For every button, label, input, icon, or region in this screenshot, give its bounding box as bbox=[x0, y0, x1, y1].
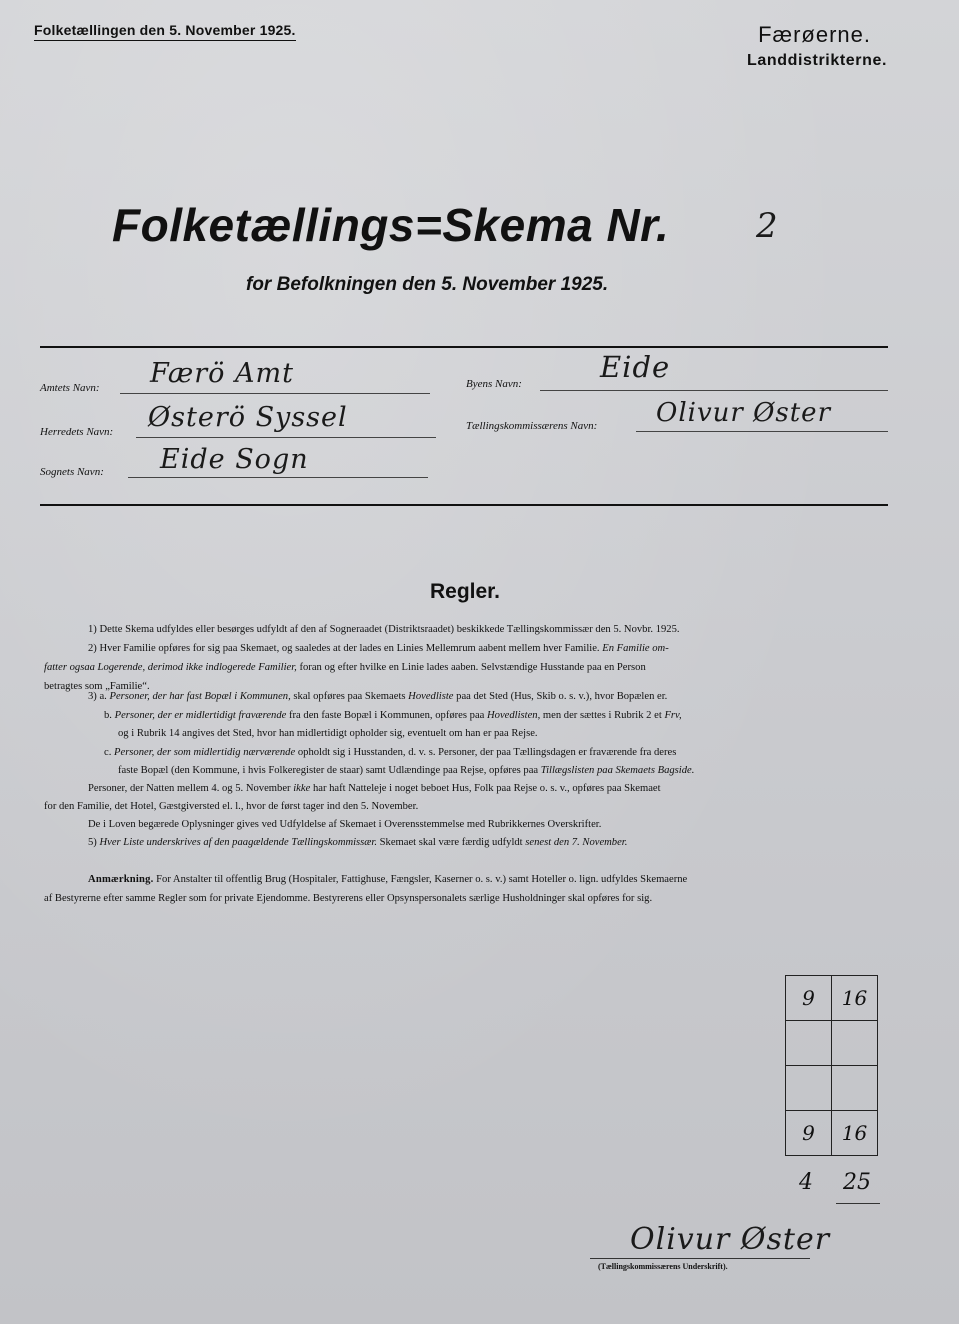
rule-3c-line-2 bbox=[118, 761, 694, 780]
amt-line bbox=[120, 393, 430, 394]
rule-6-italic: Hver Liste underskrives af den paagældende Tællingskommissær. bbox=[99, 837, 377, 848]
rule-1: 1) Dette Skema udfyldes eller besørges udfyldt af den af Sogneraadet (Distriktsraadet) beskikkede Tællingskommissær den 5. Novbr. 1925. bbox=[88, 624, 680, 635]
amt-label: Amtets Navn: bbox=[40, 382, 100, 394]
count-cell: 9 bbox=[786, 1111, 832, 1156]
rule-2-text-2: foran og efter hvilke en Linie lades aaben. Selvstændige Husstande paa en Person bbox=[299, 662, 646, 673]
count-cell bbox=[786, 1066, 832, 1111]
count-cell bbox=[832, 1066, 878, 1111]
sogn-label: Sognets Navn: bbox=[40, 466, 104, 478]
rules-heading: Regler. bbox=[429, 580, 501, 603]
rule-6-italic-2: senest den 7. November. bbox=[525, 837, 628, 848]
herred-line bbox=[136, 437, 436, 438]
rule-5: De i Loven begærede Oplysninger gives ved Udfyldelse af Skemaet i Overensstemmelse med Rubrikkernes Overskrifter. bbox=[88, 819, 602, 830]
rule-3c-line-2-text: faste Bopæl (den Kommune, i hvis Folkeregister de staar) samt Udlændinge paa Rejse, opføres paa bbox=[118, 765, 539, 776]
remark-label: Anmærkning. bbox=[88, 874, 154, 885]
rule-3b-line-2: og i Rubrik 14 angives det Sted, hvor han midlertidigt opholder sig, eventuelt om han er paa Rejse. bbox=[118, 728, 538, 739]
rule-3b bbox=[104, 706, 682, 725]
kommissaer-value: Olivur Øster bbox=[656, 398, 831, 428]
rule-2-line-3: betragtes som „Familie“. bbox=[44, 681, 150, 692]
rule-3a-mid: skal opføres paa Skemaets bbox=[293, 691, 406, 702]
count-total-underline bbox=[836, 1203, 880, 1204]
rule-3b-marker: b. bbox=[104, 710, 112, 721]
remark-text-1: For Anstalter til offentlig Brug (Hospitaler, Fattighuse, Fængsler, Kaserner o. s. v.) samt Hoteller o. lign. udfyldes Skemaerne bbox=[156, 874, 688, 885]
remark-line-2: af Bestyrerne efter samme Regler som for private Ejendomme. Bestyrerens eller Opsynspersonalets særlige Husholdninger skal opføres for sig. bbox=[44, 893, 653, 904]
rule-3a-post: paa det Sted (Hus, Skib o. s. v.), hvor Bopælen er. bbox=[456, 691, 668, 702]
rule-3b-italic-2: Hovedlisten, bbox=[487, 710, 541, 721]
rule-4-text-2: har haft Natteleje i noget beboet Hus, Folk paa Rejse o. s. v., opføres paa Skemaet bbox=[312, 783, 661, 794]
rule-3c-italic-2: Tillægslisten paa Skemaets Bagside. bbox=[540, 765, 695, 776]
rule-6 bbox=[88, 833, 627, 852]
sogn-value: Eide Sogn bbox=[160, 444, 309, 475]
count-table bbox=[785, 975, 878, 1156]
count-cell bbox=[786, 1021, 832, 1066]
rule-3c-italic: Personer, der som midlertidig nærværende bbox=[114, 747, 296, 758]
rule-3b-mid: fra den faste Bopæl i Kommunen, opføres paa bbox=[289, 710, 485, 721]
by-line bbox=[540, 390, 888, 391]
count-total-row bbox=[785, 1164, 879, 1206]
count-row bbox=[786, 976, 878, 1021]
count-cell: 16 bbox=[832, 976, 878, 1021]
herred-value: Østerö Syssel bbox=[148, 402, 348, 433]
rule-2-line-1 bbox=[88, 639, 669, 658]
herred-label: Herredets Navn: bbox=[40, 426, 114, 438]
fields-bottom-rule bbox=[40, 504, 888, 506]
form-number-handwritten: 2 bbox=[756, 206, 778, 246]
count-cell: 16 bbox=[832, 1111, 878, 1156]
rule-4-italic: ikke bbox=[293, 783, 311, 794]
rule-3a-marker: 3) a. bbox=[88, 691, 107, 702]
top-rule bbox=[40, 346, 888, 348]
rule-3c-post: opholdt sig i Husstanden, d. v. s. Personer, der paa Tællingsdagen er fraværende fra deres bbox=[297, 747, 677, 758]
rule-4-line-2: for den Familie, det Hotel, Gæstgiversted el. l., hvor de først tager ind den 5. November. bbox=[44, 801, 419, 812]
remark-line-1 bbox=[88, 870, 687, 890]
region-label: Færøerne. bbox=[758, 22, 871, 47]
signature-handwritten: Olivur Øster bbox=[630, 1222, 831, 1257]
count-row bbox=[786, 1021, 878, 1066]
form-title: Folketællings=Skema Nr. bbox=[112, 199, 670, 251]
rule-6-marker: 5) bbox=[88, 837, 97, 848]
by-label: Byens Navn: bbox=[466, 378, 522, 390]
by-value: Eide bbox=[600, 350, 671, 384]
rule-3a-italic: Personer, der har fast Bopæl i Kommunen, bbox=[109, 691, 291, 702]
rule-3a-italic-2: Hovedliste bbox=[408, 691, 454, 702]
form-subtitle: for Befolkningen den 5. November 1925. bbox=[246, 274, 609, 295]
count-row bbox=[786, 1066, 878, 1111]
kommissaer-label: Tællingskommissærens Navn: bbox=[466, 420, 598, 432]
count-total-left: 4 bbox=[799, 1170, 813, 1195]
census-date-header: Folketællingen den 5. November 1925. bbox=[34, 22, 296, 41]
count-total-right: 25 bbox=[843, 1170, 871, 1195]
rule-2-italic-2: fatter ogsaa Logerende, derimod ikke indlogerede Familier, bbox=[44, 662, 297, 673]
rule-4 bbox=[88, 779, 661, 798]
kommissaer-line bbox=[636, 431, 888, 432]
count-cell bbox=[832, 1021, 878, 1066]
rule-3c-marker: c. bbox=[104, 747, 112, 758]
count-cell: 9 bbox=[786, 976, 832, 1021]
rule-3c bbox=[104, 743, 676, 762]
rule-3a bbox=[88, 687, 667, 706]
rule-3b-italic: Personer, der er midlertidigt fraværende bbox=[114, 710, 287, 721]
count-row bbox=[786, 1111, 878, 1156]
rule-2-italic: En Familie om- bbox=[602, 643, 669, 654]
rule-2-text: 2) Hver Familie opføres for sig paa Skemaet, og saaledes at der lades en Linies Mellemrum aabent mellem hver Familie. bbox=[88, 643, 600, 654]
rule-3b-italic-3: Frv, bbox=[664, 710, 682, 721]
signature-label: (Tællingskommissærens Underskrift). bbox=[598, 1262, 728, 1271]
amt-value: Færö Amt bbox=[150, 358, 294, 389]
rule-3b-post: men der sættes i Rubrik 2 et bbox=[542, 710, 662, 721]
sogn-line bbox=[128, 477, 428, 478]
rule-6-mid: Skemaet skal være færdig udfyldt bbox=[379, 837, 523, 848]
rule-4-text: Personer, der Natten mellem 4. og 5. November bbox=[88, 783, 291, 794]
district-label: Landdistrikterne. bbox=[746, 52, 887, 69]
signature-line bbox=[590, 1258, 810, 1259]
rule-2-line-2 bbox=[44, 658, 646, 677]
